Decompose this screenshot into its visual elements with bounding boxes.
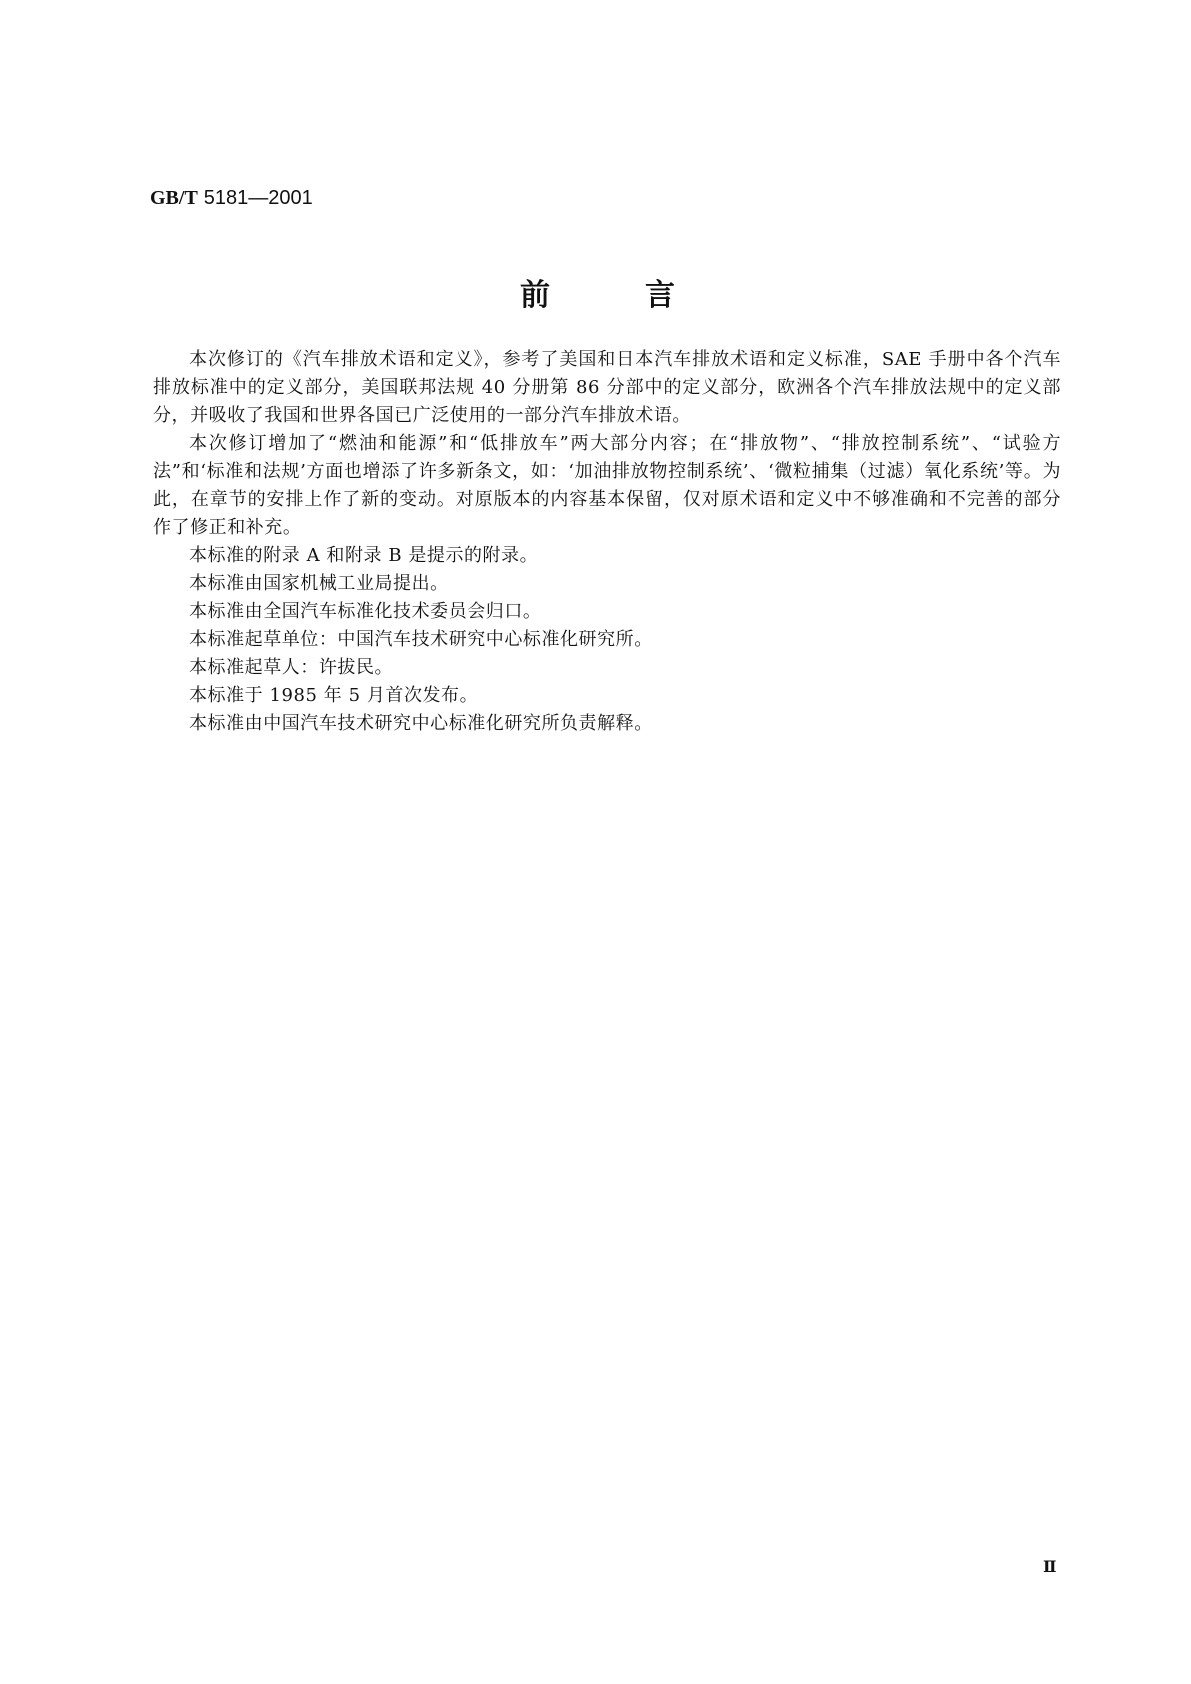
paragraph-drafter: 本标准起草人：许拔民。 [189,657,394,678]
paragraph-centralized-by: 本标准由全国汽车标准化技术委员会归口。 [189,601,542,622]
standard-code-number: 5181—2001 [203,187,313,209]
paragraph-revision-additions: 本次修订增加了“燃油和能源”和“低排放车”两大部分内容；在“排放物”、“排放控制系统”、“试验方法”和‘标准和法规’方面也增添了许多新条文，如：‘加油排放物控制系统’、‘微粒捕集（过滤）氧化系统’等。为此，在章节的安排上作了新的变动。对原版本的内容基本保留，仅对原术语和定义中不够准确和不完善的部分作了修正和补充。 [153,433,1061,538]
standard-code [150,183,313,212]
foreword-body [153,346,1061,738]
paragraph-proposed-by: 本标准由国家机械工业局提出。 [189,573,449,594]
page-title-char-2: 言 [645,278,675,313]
page-number: Ⅱ [1043,1557,1057,1576]
paragraph-drafting-unit: 本标准起草单位：中国汽车技术研究中心标准化研究所。 [189,629,653,650]
paragraph-revision-references: 本次修订的《汽车排放术语和定义》，参考了美国和日本汽车排放术语和定义标准，SAE 手册中各个汽车排放标准中的定义部分，美国联邦法规 40 分册第 86 分部中的定义部分，欧洲各个汽车排放法规中的定义部分，并吸收了我国和世界各国已广泛使用的一部分汽车排放术语。 [153,349,1061,426]
paragraph-interpretation: 本标准由中国汽车技术研究中心标准化研究所负责解释。 [189,713,653,734]
paragraph-first-issued: 本标准于 1985 年 5 月首次发布。 [189,685,479,706]
paragraph-appendices: 本标准的附录 A 和附录 B 是提示的附录。 [189,545,539,566]
page-title-char-1: 前 [520,278,550,313]
standard-code-prefix: GB/T [150,187,198,209]
